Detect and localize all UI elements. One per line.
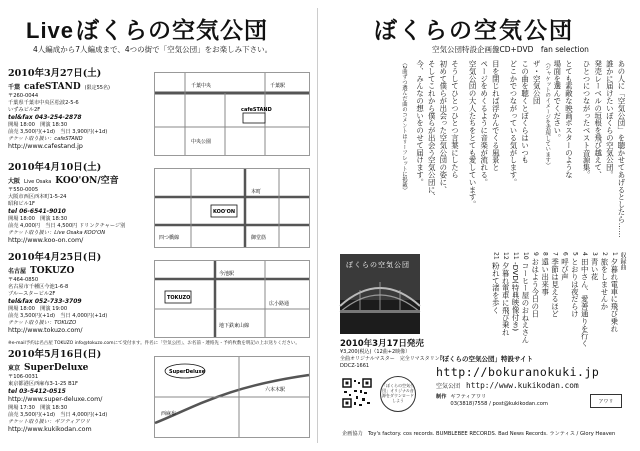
release-price: ¥3,200(税込)（12曲+2映像） — [340, 349, 411, 355]
venue-times: 開場 18:00 開演 18:30 — [8, 122, 68, 129]
map-tokyo-svg — [155, 357, 309, 437]
map-label: KOO'ON — [213, 209, 236, 215]
venue-note: Live Osaka — [24, 178, 52, 185]
release-info — [340, 349, 445, 369]
awari-logo-icon — [590, 394, 622, 408]
map-chiba — [154, 72, 310, 156]
cover-title: ぼくらの空気公団 — [346, 261, 410, 269]
center-divider — [317, 8, 318, 443]
venue-name: cafeSTAND — [24, 81, 81, 92]
venue-date: 2010年4月10日(土) — [8, 162, 102, 173]
live-title-jp: ぼくらの空気公団 — [76, 18, 269, 44]
map-label: 西麻布 — [161, 411, 177, 417]
map-label: 今池駅 — [219, 271, 235, 277]
map-label: 千葉中央 — [191, 83, 212, 89]
venue-prices: 前売 4,000円 当日 4,500円 ドリンクチャージ別 — [8, 223, 126, 230]
track-item: 3 青い花 — [590, 252, 600, 281]
map-label: 広小路通 — [269, 301, 290, 307]
map-label: 中央公園 — [191, 139, 212, 145]
venue-prices: 前売 3,500円(+1d) 当日 3,900円(+1d) — [8, 129, 108, 136]
logo-text: アワリ — [598, 398, 614, 405]
cooperation-credits: 企画協力 Toy's factory. cos records. BUMBLEBEE RECORDS. Bad News Records. ランティス / Glory Heaven — [342, 431, 616, 437]
venue-postal: 〒550-0005 — [8, 186, 39, 193]
description-line: あの人に「空気公団」を聴かせてあげるとしたら…… — [617, 60, 626, 238]
venue-city: 東京 — [8, 364, 21, 372]
album-title: ぼくらの空気公団 — [374, 18, 574, 44]
description-line: そしてこれから僕らが出会う空気公団に、 — [427, 60, 437, 201]
venue-date: 2010年3月27日(土) — [8, 68, 102, 79]
release-catalog: DDCZ-1661 — [340, 362, 370, 369]
download-badge — [380, 376, 416, 412]
map-label: TOKUZO — [167, 295, 191, 301]
venue-times: 開場 18:00 開演 19:00 — [8, 306, 68, 313]
venue-name: SuperDeluxe — [24, 362, 89, 373]
map-label: 御堂筋 — [251, 235, 267, 241]
live-subtitle: 4人編成から7人編成まで、4つの街で「空気公団」をお楽しみ下さい。 — [33, 45, 273, 54]
publisher-contact: 03(3818)7558 / post@kukikodan.com — [450, 401, 548, 408]
venue-postal: 〒260-0044 — [8, 92, 39, 99]
official-site-label: 空気公団 — [436, 383, 461, 390]
venue-tokyo — [8, 349, 148, 434]
venue-times: 開場 18:00 開演 18:30 — [8, 216, 68, 223]
venue-nagoya — [8, 252, 148, 336]
description-line: とても素敵な映画ポスターのような — [564, 60, 574, 179]
venue-date: 2010年5月16日(日) — [8, 349, 102, 360]
album-description — [400, 60, 626, 248]
venue-osaka — [8, 162, 148, 246]
venue-tel: tel 03-5412-0515 — [8, 387, 66, 395]
track-item: 6 呼び声 — [560, 252, 570, 281]
track-item: 9 おはよう今日の日 — [530, 252, 540, 318]
venue-url[interactable]: http://www.kukikodan.com — [8, 425, 92, 433]
special-site-heading: 「ぼくらの空気公団」特設サイト — [436, 355, 534, 363]
special-site-url[interactable]: http://bokuranokuki.jp — [436, 365, 600, 379]
description-line: そうしてひとつひとつ言葉にしたら — [450, 60, 460, 179]
description-line: ページをめくるように音楽が流れる。 — [479, 60, 489, 186]
release-date: 2010年3月17日発売 — [340, 339, 424, 349]
qr-code-icon[interactable] — [342, 378, 372, 408]
description-line: ひとつにつながったベスト音源集。 — [582, 60, 592, 179]
track-item: 8 遠い出来事 — [540, 252, 550, 296]
track-item: 21 粉れて渚を歩く — [491, 252, 501, 314]
venue-ticket: チケット取り扱い：ギフティアワリ — [8, 418, 91, 425]
venue-tel: tel 06-6541-9010 — [8, 208, 66, 215]
venue-note: (限定55名) — [84, 84, 110, 91]
venue-date: 2010年4月25日(日) — [8, 252, 102, 263]
venue-building: いずみビル2F — [8, 106, 41, 113]
release-master: 全曲オリジナルマスター 完全リマスタリング — [340, 355, 445, 362]
album-cover — [340, 254, 420, 334]
album-subtitle: 空気公団特設企画盤CD+DVD fan selection — [432, 45, 589, 54]
description-line: 今、みんなの想いをのせて届けます。 — [415, 60, 425, 186]
venue-address: 大阪市西区西本町1-5-24 — [8, 193, 67, 200]
map-chiba-svg — [155, 73, 309, 155]
venue-url[interactable]: http://www.cafestand.jp — [8, 143, 83, 151]
description-line: 初めて僕らが出会った空気公団の姿に、 — [438, 60, 448, 194]
track-item: 2 旅をしませんか — [599, 252, 609, 310]
venue-name: KOO'ON/空音 — [55, 175, 119, 186]
venue-url[interactable]: http://www.koo-on.com/ — [8, 237, 84, 245]
description-line: 発売レーベルの垣根を飛び越えて、 — [593, 60, 603, 179]
venue-city: 大阪 — [8, 177, 21, 185]
map-label: SuperDeluxe — [169, 369, 206, 375]
download-badge-text: 「ぼくらの空気公団」オリジナル音源をダウンロードしよう — [382, 383, 414, 403]
description-line: 空気公団の大人たちをとても愛しています。 — [468, 60, 478, 208]
tracklist-heading: 収録曲 — [619, 252, 626, 270]
description-line: 場面を選んでください。 — [552, 60, 562, 142]
venue-name: TOKUZO — [30, 265, 75, 276]
map-nagoya-svg — [155, 261, 309, 337]
live-title-en: Live — [26, 18, 75, 43]
map-label: 四つ橋線 — [159, 235, 180, 241]
special-site-box — [436, 354, 622, 408]
description-line: この曲を聴くとぼくらはいつも — [520, 60, 530, 164]
venue-building: 昭和ビル1F — [8, 200, 36, 207]
venue-address: 千葉県千葉市中央区松波2-5-6 — [8, 99, 79, 106]
venue-ticket: チケット取り扱い：Live Osaka KOO'ON — [8, 230, 106, 237]
venue-chiba — [8, 68, 148, 152]
venue-url[interactable]: http://www.tokuzo.com/ — [8, 327, 83, 335]
track-item: 11 -DVD(特典映像付き) — [511, 252, 521, 332]
venue-address: 名古屋市千種区今池1-6-8 — [8, 283, 69, 290]
track-item: 5 とおりは夜だらけ — [570, 252, 580, 318]
map-osaka — [154, 168, 310, 248]
venue-postal: 〒106-0031 — [8, 373, 39, 380]
description-line: （ジャケットのイメージを表現しています） — [544, 60, 551, 168]
map-label: 六本木駅 — [265, 387, 286, 393]
venue-ticket: チケット取り扱い：cafeSTAND — [8, 136, 83, 143]
map-label: cafeSTAND — [241, 107, 272, 113]
venue-building: ブルースタービル2F — [8, 290, 56, 297]
map-label: 本町 — [251, 189, 262, 195]
map-label: 千葉駅 — [270, 83, 286, 89]
live-schedule-page — [8, 6, 310, 446]
publisher-label: 制作 — [436, 394, 447, 400]
track-item: 4 田中さん、愛善通りを行く — [580, 252, 590, 347]
description-line: 誰かに届けたいぼくらの空気公団。 — [605, 60, 615, 179]
venue-prices: 前売 3,500円(+1d) 当日 4,000円(+1d) — [8, 313, 108, 320]
map-osaka-svg — [155, 169, 309, 247]
map-nagoya — [154, 260, 310, 338]
map-label: 地下鉄東山線 — [219, 323, 250, 329]
venue-address: 東京都港区西麻布3-1-25 B1F — [8, 380, 78, 387]
official-site-url[interactable]: http://www.kukikodan.com — [466, 381, 579, 390]
tracklist — [424, 252, 626, 352]
venue-city: 千葉 — [8, 83, 21, 91]
live-title — [26, 12, 268, 45]
venue-prices: 前売 3,500円(+1d) 当日 4,000円(+1d) — [8, 411, 108, 418]
album-page — [324, 6, 632, 446]
track-item: 7 季節は見えるほど — [550, 252, 560, 318]
venue-tel: tel&fax 052-733-3709 — [8, 298, 82, 305]
description-line: ザ・空気公団 — [532, 60, 542, 105]
track-item: 1 夕暮れ電車に飛び乗れ — [609, 252, 619, 333]
venue-times: 開場 17:30 開演 18:30 — [8, 404, 68, 411]
track-item: 12 夕暮れ電車に飛び乗れ — [501, 252, 511, 336]
publisher-name: ギフティアワリ — [450, 394, 487, 400]
venue-tel: tel&fax 043-254-2878 — [8, 114, 82, 121]
venue-postal: 〒464-0850 — [8, 276, 39, 283]
description-line: 目を閉じれば浮かんでくる風景と — [491, 60, 501, 171]
description-line: （2曲ずつ選んだ曲のコメントはリーフレットに掲載） — [400, 60, 407, 194]
description-line: どこかでつながっている気がします。 — [508, 60, 518, 186]
venue-site[interactable]: http://www.super-deluxe.com/ — [8, 396, 103, 404]
reservation-footnote: ※e-mail予約は名古屋 TOKUZO info@tokuzo.comにて受付ます。件名に「空気公団」、お名前・連絡先・予約枚数を明記の上お送りください。 — [8, 341, 300, 346]
track-item: 10 コーヒー屋のおねえさん — [520, 252, 530, 344]
venue-ticket: チケット取り扱い：TOKUZO — [8, 320, 77, 327]
venue-city: 名古屋 — [8, 267, 27, 275]
map-tokyo — [154, 356, 310, 438]
